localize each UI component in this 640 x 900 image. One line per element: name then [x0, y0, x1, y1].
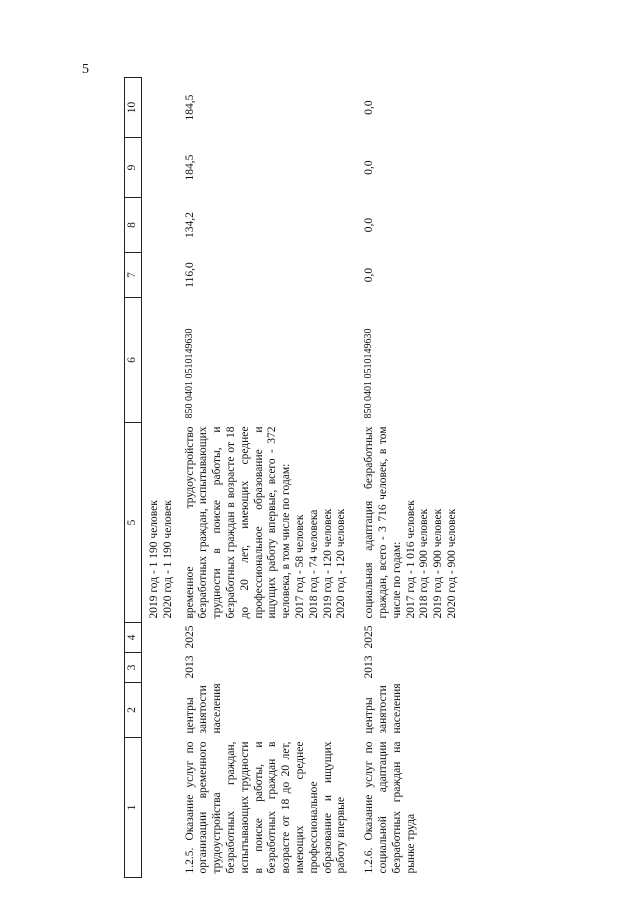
header-cell: 4: [125, 623, 142, 653]
header-cell: 7: [125, 253, 142, 298]
continuation-text: 2019 год - 1 190 человек 2020 год - 1 190 человек: [148, 500, 174, 619]
start-year: 2013: [183, 655, 196, 679]
continuation-row: [142, 78, 182, 878]
header-cell: 8: [125, 198, 142, 253]
start-year: 2013: [363, 655, 376, 679]
expected-result: временное трудоустройство безработных граждан, испытывающих трудности в поиске работы, и безработных граждан в возрасте от 18 до 20 лет, имеющих среднее профессиональное образование и ищущих работу впервые, всего - 372 человека, в том числе по годам: 2017 год - 58 человек 2018 год - 74 человека 2019 год - 120 человек 2020 год - 120 человек: [183, 426, 348, 619]
value-col7: 0,0: [363, 267, 376, 283]
rotated-table-container: [124, 78, 584, 878]
header-cell: 2: [125, 683, 142, 738]
header-cell: 9: [125, 138, 142, 198]
header-cell: 1: [125, 738, 142, 878]
activity-name: 1.2.6. Оказание услуг по социальной адаптации безработных граждан на рынке труда: [363, 741, 417, 874]
value-col9: 0,0: [363, 160, 376, 175]
value-col10: 184,5: [183, 94, 196, 121]
budget-code: 850 0401 0510149630: [363, 328, 375, 419]
end-year: 2025: [183, 625, 196, 649]
activity-name: 1.2.5. Оказание услуг по организации временного трудоустройства безработных граждан, испытывающих трудности в поиске работы, и безработных граждан в возрасте от 18 до 20 лет, имеющих среднее профессиональное образование и ищущих работу впервые: [183, 741, 348, 874]
header-row: [125, 78, 142, 878]
table-row: [351, 78, 462, 878]
value-col9: 184,5: [183, 154, 196, 181]
page-number: 5: [82, 62, 89, 77]
executor: центры занятости населения: [183, 683, 224, 734]
header-cell: 6: [125, 298, 142, 423]
table-row: [182, 78, 352, 878]
end-year: 2025: [363, 625, 376, 649]
value-col8: 0,0: [363, 217, 376, 233]
header-cell: 10: [125, 78, 142, 138]
executor: центры занятости населения: [363, 683, 403, 734]
expected-result: социальная адаптация безработных граждан, всего - 3 716 человек, в том числе по годам: 2017 год - 1 016 человек 2018 год - 900 человек 2019 год - 900 человек 2020 год - 900 человек: [363, 426, 458, 619]
value-col8: 134,2: [183, 212, 196, 238]
value-col7: 116,0: [183, 262, 196, 288]
value-col10: 0,0: [363, 100, 376, 115]
program-table: [124, 77, 462, 878]
budget-code: 850 0401 0510149630: [183, 328, 195, 419]
header-cell: 5: [125, 423, 142, 623]
header-cell: 3: [125, 653, 142, 683]
